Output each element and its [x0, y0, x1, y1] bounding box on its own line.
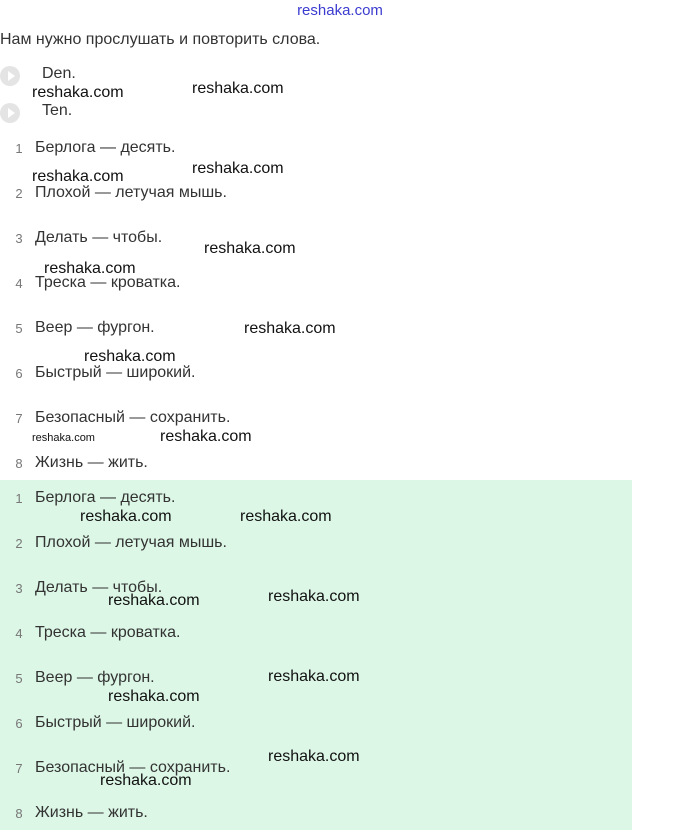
watermark: reshaka.com: [268, 668, 360, 685]
intro-text: Нам нужно прослушать и повторить слова.: [0, 31, 321, 48]
item-number: 4: [15, 626, 23, 641]
item-text: Плохой — летучая мышь.: [35, 184, 227, 201]
list-item: [0, 229, 600, 253]
item-text: Делать — чтобы.: [35, 229, 163, 246]
list-item: [0, 139, 600, 163]
item-number: 6: [15, 716, 23, 731]
item-number: 1: [15, 491, 23, 506]
item-number: 5: [15, 671, 23, 686]
list-item: [0, 409, 600, 433]
audio-label: Ten.: [42, 102, 73, 119]
watermark: reshaka.com: [108, 688, 200, 705]
item-number: 4: [15, 276, 23, 291]
list-item: [0, 624, 600, 648]
item-number: 3: [15, 581, 23, 596]
item-text: Быстрый — широкий.: [35, 714, 196, 731]
list-item: [0, 364, 600, 388]
play-icon[interactable]: [0, 66, 20, 86]
watermark: reshaka.com: [268, 588, 360, 605]
item-text: Быстрый — широкий.: [35, 364, 196, 381]
item-text: Берлога — десять.: [35, 489, 176, 506]
item-text: Треска — кроватка.: [35, 274, 181, 291]
watermark: reshaka.com: [244, 320, 336, 337]
item-number: 7: [15, 411, 23, 426]
watermark: reshaka.com: [32, 168, 124, 185]
item-number: 6: [15, 366, 23, 381]
watermark: reshaka.com: [268, 748, 360, 765]
item-number: 8: [15, 456, 23, 471]
item-text: Веер — фургон.: [35, 319, 155, 336]
item-text: Жизнь — жить.: [35, 454, 148, 471]
watermark: reshaka.com: [84, 348, 176, 365]
item-number: 2: [15, 186, 23, 201]
watermark: reshaka.com: [32, 84, 124, 101]
item-number: 2: [15, 536, 23, 551]
item-text: Безопасный — сохранить.: [35, 759, 231, 776]
watermark: reshaka.com: [32, 432, 95, 444]
list-item: [0, 804, 600, 828]
item-text: Безопасный — сохранить.: [35, 409, 231, 426]
watermark: reshaka.com: [108, 592, 200, 609]
list-item: [0, 534, 600, 558]
list-item: [0, 714, 600, 738]
watermark: reshaka.com: [160, 428, 252, 445]
watermark: reshaka.com: [100, 772, 192, 789]
watermark: reshaka.com: [192, 80, 284, 97]
watermark: reshaka.com: [192, 160, 284, 177]
answer-list: [0, 480, 632, 830]
site-header[interactable]: reshaka.com: [297, 2, 383, 19]
item-text: Берлога — десять.: [35, 139, 176, 156]
item-text: Делать — чтобы.: [35, 579, 163, 596]
item-text: Плохой — летучая мышь.: [35, 534, 227, 551]
watermark: reshaka.com: [240, 508, 332, 525]
item-number: 7: [15, 761, 23, 776]
item-text: Треска — кроватка.: [35, 624, 181, 641]
watermark: reshaka.com: [44, 260, 136, 277]
item-text: Веер — фургон.: [35, 669, 155, 686]
watermark: reshaka.com: [204, 240, 296, 257]
item-number: 5: [15, 321, 23, 336]
item-text: Жизнь — жить.: [35, 804, 148, 821]
list-item: [0, 184, 600, 208]
audio-label: Den.: [42, 65, 76, 82]
item-number: 3: [15, 231, 23, 246]
play-icon[interactable]: [0, 103, 20, 123]
list-item: [0, 454, 600, 478]
item-number: 1: [15, 141, 23, 156]
watermark: reshaka.com: [80, 508, 172, 525]
item-number: 8: [15, 806, 23, 821]
